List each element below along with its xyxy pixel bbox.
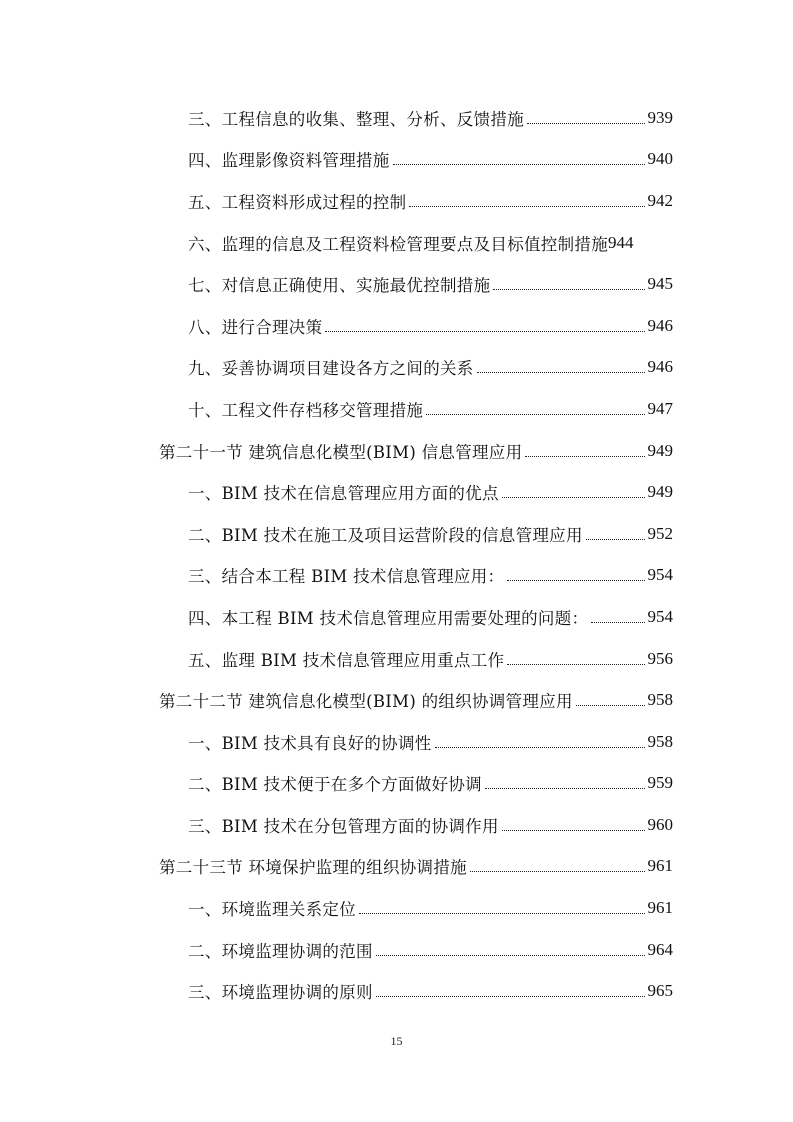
toc-entry-page: 944 bbox=[608, 232, 634, 252]
toc-entry-title: 七、对信息正确使用、实施最优控制措施 bbox=[188, 276, 491, 296]
toc-entry-title: 第二十三节 环境保护监理的组织协调措施 bbox=[159, 858, 467, 878]
toc-entry-title: 三、环境监理协调的原则 bbox=[188, 983, 373, 1003]
toc-entry[interactable] bbox=[0, 638, 793, 680]
toc-entry[interactable] bbox=[0, 887, 793, 929]
toc-entry-page: 939 bbox=[647, 107, 673, 127]
toc-dot-leader bbox=[426, 413, 644, 415]
toc-dot-leader bbox=[502, 496, 645, 498]
toc-entry[interactable] bbox=[0, 97, 793, 139]
toc-entry-title: 八、进行合理决策 bbox=[188, 317, 323, 337]
toc-dot-leader bbox=[591, 621, 644, 623]
toc-entry-title: 二、BIM 技术便于在多个方面做好协调 bbox=[188, 775, 482, 795]
toc-dot-leader bbox=[376, 954, 645, 956]
toc-entry-page: 958 bbox=[647, 731, 673, 751]
toc-entry-title: 五、工程资料形成过程的控制 bbox=[188, 192, 407, 212]
toc-entry[interactable] bbox=[0, 305, 793, 347]
toc-section-entry[interactable] bbox=[0, 430, 793, 472]
toc-entry-page: 954 bbox=[647, 565, 673, 585]
toc-entry-page: 958 bbox=[647, 690, 673, 710]
toc-dot-leader bbox=[477, 371, 645, 373]
toc-entry-title: 九、妥善协调项目建设各方之间的关系 bbox=[188, 359, 474, 379]
toc-entry[interactable] bbox=[0, 555, 793, 597]
toc-section-entry[interactable] bbox=[0, 846, 793, 888]
page-number: 15 bbox=[390, 1034, 403, 1048]
toc-entry[interactable] bbox=[0, 471, 793, 513]
toc-entry-title: 三、工程信息的收集、整理、分析、反馈措施 bbox=[188, 109, 524, 129]
toc-entry[interactable] bbox=[0, 263, 793, 305]
toc-entry-page: 940 bbox=[647, 149, 673, 169]
toc-dot-leader bbox=[325, 330, 644, 332]
toc-dot-leader bbox=[586, 538, 645, 540]
toc-entry[interactable] bbox=[0, 804, 793, 846]
toc-entry[interactable] bbox=[0, 513, 793, 555]
toc-entry-title: 一、环境监理关系定位 bbox=[188, 900, 356, 920]
toc-entry[interactable] bbox=[0, 721, 793, 763]
toc-entry-page: 960 bbox=[647, 814, 673, 834]
toc-dot-leader bbox=[435, 746, 645, 748]
toc-entry-title: 第二十二节 建筑信息化模型(BIM) 的组织协调管理应用 bbox=[159, 692, 573, 712]
toc-entry-page: 959 bbox=[647, 773, 673, 793]
toc-entry-page: 949 bbox=[647, 440, 673, 460]
toc-entry-title: 四、监理影像资料管理措施 bbox=[188, 151, 390, 171]
toc-entry-page: 954 bbox=[647, 606, 673, 626]
toc-entry-page: 947 bbox=[647, 398, 673, 418]
toc-dot-leader bbox=[409, 205, 644, 207]
toc-entry[interactable] bbox=[0, 763, 793, 805]
toc-entry-page: 946 bbox=[647, 357, 673, 377]
toc-entry-title: 一、BIM 技术在信息管理应用方面的优点 bbox=[188, 484, 499, 504]
toc-entry-page: 945 bbox=[647, 274, 673, 294]
toc-entry[interactable] bbox=[0, 388, 793, 430]
toc-dot-leader bbox=[525, 455, 644, 457]
toc-dot-leader bbox=[507, 663, 644, 665]
toc-entry-page: 956 bbox=[647, 648, 673, 668]
toc-entry-page: 942 bbox=[647, 190, 673, 210]
toc-entry-title: 六、监理的信息及工程资料检管理要点及目标值控制措施 bbox=[188, 234, 608, 254]
toc-dot-leader bbox=[502, 829, 645, 831]
toc-dot-leader bbox=[527, 122, 645, 124]
toc-entry-page: 952 bbox=[647, 523, 673, 543]
toc-entry[interactable] bbox=[0, 180, 793, 222]
toc-entry-title: 十、工程文件存档移交管理措施 bbox=[188, 400, 424, 420]
toc-dot-leader bbox=[507, 579, 644, 581]
toc-entry-title: 一、BIM 技术具有良好的协调性 bbox=[188, 733, 432, 753]
toc-entry-page: 964 bbox=[647, 939, 673, 959]
toc-entry[interactable] bbox=[0, 596, 793, 638]
toc-entry-page: 949 bbox=[647, 482, 673, 502]
toc-dot-leader bbox=[576, 704, 645, 706]
toc-entry-page: 965 bbox=[647, 981, 673, 1001]
toc-entry-title: 四、本工程 BIM 技术信息管理应用需要处理的问题： bbox=[188, 608, 589, 628]
toc-dot-leader bbox=[376, 995, 645, 997]
toc-dot-leader bbox=[493, 288, 644, 290]
toc-entry[interactable] bbox=[0, 222, 793, 264]
toc-entry-title: 三、BIM 技术在分包管理方面的协调作用 bbox=[188, 816, 499, 836]
toc-entry-page: 946 bbox=[647, 315, 673, 335]
toc-entry-title: 第二十一节 建筑信息化模型(BIM) 信息管理应用 bbox=[159, 442, 523, 462]
toc-section-entry[interactable] bbox=[0, 679, 793, 721]
table-of-contents bbox=[0, 97, 793, 1012]
toc-entry[interactable] bbox=[0, 347, 793, 389]
toc-entry-page: 961 bbox=[647, 898, 673, 918]
toc-entry-title: 五、监理 BIM 技术信息管理应用重点工作 bbox=[188, 650, 505, 670]
toc-dot-leader bbox=[393, 163, 645, 165]
toc-dot-leader bbox=[470, 870, 645, 872]
toc-entry-title: 三、结合本工程 BIM 技术信息管理应用： bbox=[188, 567, 505, 587]
toc-entry[interactable] bbox=[0, 970, 793, 1012]
toc-entry-title: 二、BIM 技术在施工及项目运营阶段的信息管理应用 bbox=[188, 525, 583, 545]
toc-dot-leader bbox=[485, 787, 645, 789]
toc-entry[interactable] bbox=[0, 929, 793, 971]
toc-entry-title: 二、环境监理协调的范围 bbox=[188, 941, 373, 961]
toc-entry[interactable] bbox=[0, 139, 793, 181]
toc-entry-page: 961 bbox=[647, 856, 673, 876]
toc-dot-leader bbox=[359, 912, 645, 914]
